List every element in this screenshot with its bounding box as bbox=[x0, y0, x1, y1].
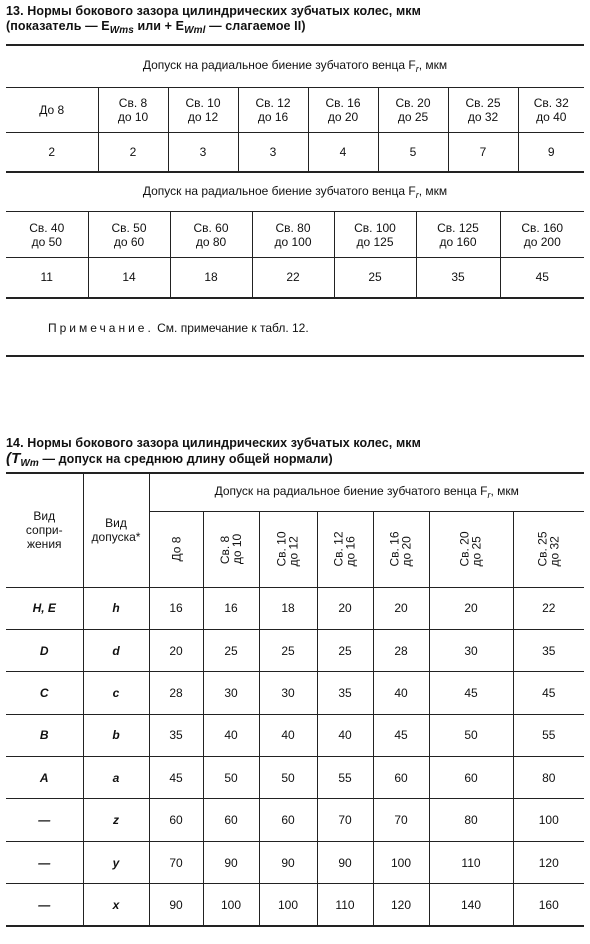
table13-value-row2 bbox=[6, 258, 584, 298]
table14-value-cell: 60 bbox=[149, 799, 203, 841]
table14-value-cell: 40 bbox=[373, 672, 429, 714]
table14-value-cell: 30 bbox=[429, 629, 513, 671]
table14-range-label: Св. 10 до 12 bbox=[275, 530, 301, 567]
table13-range-cell: До 8 bbox=[6, 87, 98, 132]
table14-range-cell bbox=[513, 511, 584, 587]
table13-value-cell: 35 bbox=[416, 258, 500, 298]
table14-conj-cell: — bbox=[6, 841, 83, 883]
table14-value-cell: 120 bbox=[373, 884, 429, 926]
table14-conj-cell: — bbox=[6, 884, 83, 926]
table14-value-cell: 90 bbox=[317, 841, 373, 883]
table13-value-cell: 45 bbox=[500, 258, 584, 298]
table13-range-cell: Св. 32 до 40 bbox=[518, 87, 584, 132]
table14-value-cell: 25 bbox=[203, 629, 259, 671]
table13-value-cell: 22 bbox=[252, 258, 334, 298]
table13-range-cell: Св. 160 до 200 bbox=[500, 212, 584, 258]
table13-value-cell: 3 bbox=[238, 132, 308, 172]
table13-value-cell: 11 bbox=[6, 258, 88, 298]
table14-value-cell: 35 bbox=[513, 629, 584, 671]
table13-range-cell: Св. 8 до 10 bbox=[98, 87, 168, 132]
table14-value-cell: 45 bbox=[513, 672, 584, 714]
table14-value-cell: 60 bbox=[259, 799, 317, 841]
table13-value-cell: 5 bbox=[378, 132, 448, 172]
table14-value-cell: 16 bbox=[149, 587, 203, 629]
table14-row bbox=[6, 799, 584, 841]
table14-row bbox=[6, 587, 584, 629]
table13-range-cell: Св. 80 до 100 bbox=[252, 212, 334, 258]
table13-range-cell: Св. 50 до 60 bbox=[88, 212, 170, 258]
table14-value-cell: 45 bbox=[429, 672, 513, 714]
table13-range-row1 bbox=[6, 87, 584, 132]
table13-value-row1 bbox=[6, 132, 584, 172]
table14-value-cell: 45 bbox=[373, 714, 429, 756]
table13-part2 bbox=[6, 171, 584, 299]
table14-range-cell bbox=[203, 511, 259, 587]
table14-value-cell: 90 bbox=[203, 841, 259, 883]
table14-value-cell: 28 bbox=[373, 629, 429, 671]
table14-row bbox=[6, 757, 584, 799]
table14-value-cell: 55 bbox=[513, 714, 584, 756]
table14-range-label: Св. 25 до 32 bbox=[535, 530, 562, 567]
table14-caption-line2: ($T_{Wm}$ — допуск на среднюю длину общей нормали) bbox=[6, 450, 333, 469]
table14-value-cell: 50 bbox=[203, 757, 259, 799]
table14-caption-line1: 14. Нормы бокового зазора цилиндрических зубчатых колес, мкм bbox=[6, 436, 421, 450]
table13-range-cell: Св. 60 до 80 bbox=[170, 212, 252, 258]
table14-range-cell bbox=[149, 511, 203, 587]
table14-value-cell: 25 bbox=[259, 629, 317, 671]
table14-conj-cell: A bbox=[6, 757, 83, 799]
table14-value-cell: 20 bbox=[373, 587, 429, 629]
table14-value-cell: 35 bbox=[149, 714, 203, 756]
table14-value-cell: 100 bbox=[373, 841, 429, 883]
table14-value-cell: 50 bbox=[259, 757, 317, 799]
table13-value-cell: 14 bbox=[88, 258, 170, 298]
table14-value-cell: 30 bbox=[203, 672, 259, 714]
table13-value-cell: 4 bbox=[308, 132, 378, 172]
table14-conj-cell: H, E bbox=[6, 587, 83, 629]
table14-value-cell: 140 bbox=[429, 884, 513, 926]
table14-value-cell: 70 bbox=[149, 841, 203, 883]
table14-value-cell: 20 bbox=[149, 629, 203, 671]
table14-tol-cell: h bbox=[83, 587, 149, 629]
table14-value-cell: 60 bbox=[203, 799, 259, 841]
table14-tol-cell: a bbox=[83, 757, 149, 799]
table14-value-cell: 50 bbox=[429, 714, 513, 756]
table14-range-cell bbox=[429, 511, 513, 587]
table13 bbox=[6, 44, 584, 173]
table14-value-cell: 110 bbox=[317, 884, 373, 926]
table14-tol-cell: z bbox=[83, 799, 149, 841]
table14-tol-cell: d bbox=[83, 629, 149, 671]
table14-value-cell: 110 bbox=[429, 841, 513, 883]
table14-value-cell: 55 bbox=[317, 757, 373, 799]
table13-range-row2 bbox=[6, 212, 584, 258]
table13-value-cell: 2 bbox=[98, 132, 168, 172]
table14-value-cell: 100 bbox=[259, 884, 317, 926]
table14-range-cell bbox=[259, 511, 317, 587]
table14-value-cell: 20 bbox=[429, 587, 513, 629]
table13-value-cell: 18 bbox=[170, 258, 252, 298]
table14-value-cell: 40 bbox=[203, 714, 259, 756]
table13-range-cell: Св. 40 до 50 bbox=[6, 212, 88, 258]
table14-tol-cell: y bbox=[83, 841, 149, 883]
table14-value-cell: 35 bbox=[317, 672, 373, 714]
table13-value-cell: 9 bbox=[518, 132, 584, 172]
table13-header2: Допуск на радиальное биение зубчатого венца $F_r$, мкм bbox=[6, 172, 584, 212]
table13-value-cell: 2 bbox=[6, 132, 98, 172]
table14-conj-cell: D bbox=[6, 629, 83, 671]
table13-note: Примечание. См. примечание к табл. 12. bbox=[48, 321, 309, 335]
table14-row bbox=[6, 841, 584, 883]
table14-value-cell: 16 bbox=[203, 587, 259, 629]
table14-value-cell: 25 bbox=[317, 629, 373, 671]
table14-value-cell: 80 bbox=[513, 757, 584, 799]
table14-conj-cell: C bbox=[6, 672, 83, 714]
table13-caption bbox=[6, 4, 421, 38]
table14-tol-cell: x bbox=[83, 884, 149, 926]
table13-range-cell: Св. 12 до 16 bbox=[238, 87, 308, 132]
table14-value-cell: 80 bbox=[429, 799, 513, 841]
table14-value-cell: 18 bbox=[259, 587, 317, 629]
table14-col-tol: Вид допуска* bbox=[83, 473, 149, 587]
table14-value-cell: 70 bbox=[373, 799, 429, 841]
table14-range-label: Св. 8 до 10 bbox=[217, 533, 244, 564]
table14-conj-cell: B bbox=[6, 714, 83, 756]
table13-header: Допуск на радиальное биение зубчатого венца $F_r$, мкм bbox=[6, 45, 584, 87]
table14-conj-cell: — bbox=[6, 799, 83, 841]
table13-caption-line1: 13. Нормы бокового зазора цилиндрических зубчатых колес, мкм bbox=[6, 4, 421, 18]
table13-value-cell: 7 bbox=[448, 132, 518, 172]
table14 bbox=[6, 472, 584, 927]
table13-range-cell: Св. 125 до 160 bbox=[416, 212, 500, 258]
table14-row bbox=[6, 629, 584, 671]
table14-value-cell: 40 bbox=[317, 714, 373, 756]
table14-value-cell: 100 bbox=[513, 799, 584, 841]
table14-row bbox=[6, 714, 584, 756]
table14-range-label: Св. 16 до 20 bbox=[388, 530, 414, 567]
table14-range-cell bbox=[317, 511, 373, 587]
table14-range-cell bbox=[373, 511, 429, 587]
table14-col-conj: Вид сопри- жения bbox=[6, 473, 83, 587]
table14-value-cell: 45 bbox=[149, 757, 203, 799]
table14-value-cell: 28 bbox=[149, 672, 203, 714]
table14-value-cell: 120 bbox=[513, 841, 584, 883]
table14-tol-cell: b bbox=[83, 714, 149, 756]
table14-value-cell: 90 bbox=[149, 884, 203, 926]
table14-range-label: До 8 bbox=[168, 536, 183, 562]
table14-value-cell: 30 bbox=[259, 672, 317, 714]
table14-value-cell: 20 bbox=[317, 587, 373, 629]
table13-range-cell: Св. 20 до 25 bbox=[378, 87, 448, 132]
table14-tol-cell: c bbox=[83, 672, 149, 714]
table13-range-cell: Св. 100 до 125 bbox=[334, 212, 416, 258]
table13-bottom-rule bbox=[6, 355, 584, 357]
table13-range-cell: Св. 16 до 20 bbox=[308, 87, 378, 132]
table14-caption bbox=[6, 436, 421, 471]
table13-range-cell: Св. 10 до 12 bbox=[168, 87, 238, 132]
table14-header: Допуск на радиальное биение зубчатого венца $F_r$, мкм bbox=[149, 473, 584, 511]
table14-value-cell: 22 bbox=[513, 587, 584, 629]
table14-value-cell: 40 bbox=[259, 714, 317, 756]
table14-row bbox=[6, 884, 584, 926]
table14-range-label: Св. 20 до 25 bbox=[458, 530, 484, 567]
table14-value-cell: 160 bbox=[513, 884, 584, 926]
table14-value-cell: 60 bbox=[373, 757, 429, 799]
table13-caption-line2: (показатель — $E_{Wms}$ или + $E_{Wml}$ — слагаемое II) bbox=[6, 19, 306, 36]
table13-value-cell: 25 bbox=[334, 258, 416, 298]
table14-value-cell: 100 bbox=[203, 884, 259, 926]
table14-row bbox=[6, 672, 584, 714]
table14-range-label: Св. 12 до 16 bbox=[332, 530, 358, 567]
table14-value-cell: 90 bbox=[259, 841, 317, 883]
table13-value-cell: 3 bbox=[168, 132, 238, 172]
table14-value-cell: 70 bbox=[317, 799, 373, 841]
table14-value-cell: 60 bbox=[429, 757, 513, 799]
table13-range-cell: Св. 25 до 32 bbox=[448, 87, 518, 132]
